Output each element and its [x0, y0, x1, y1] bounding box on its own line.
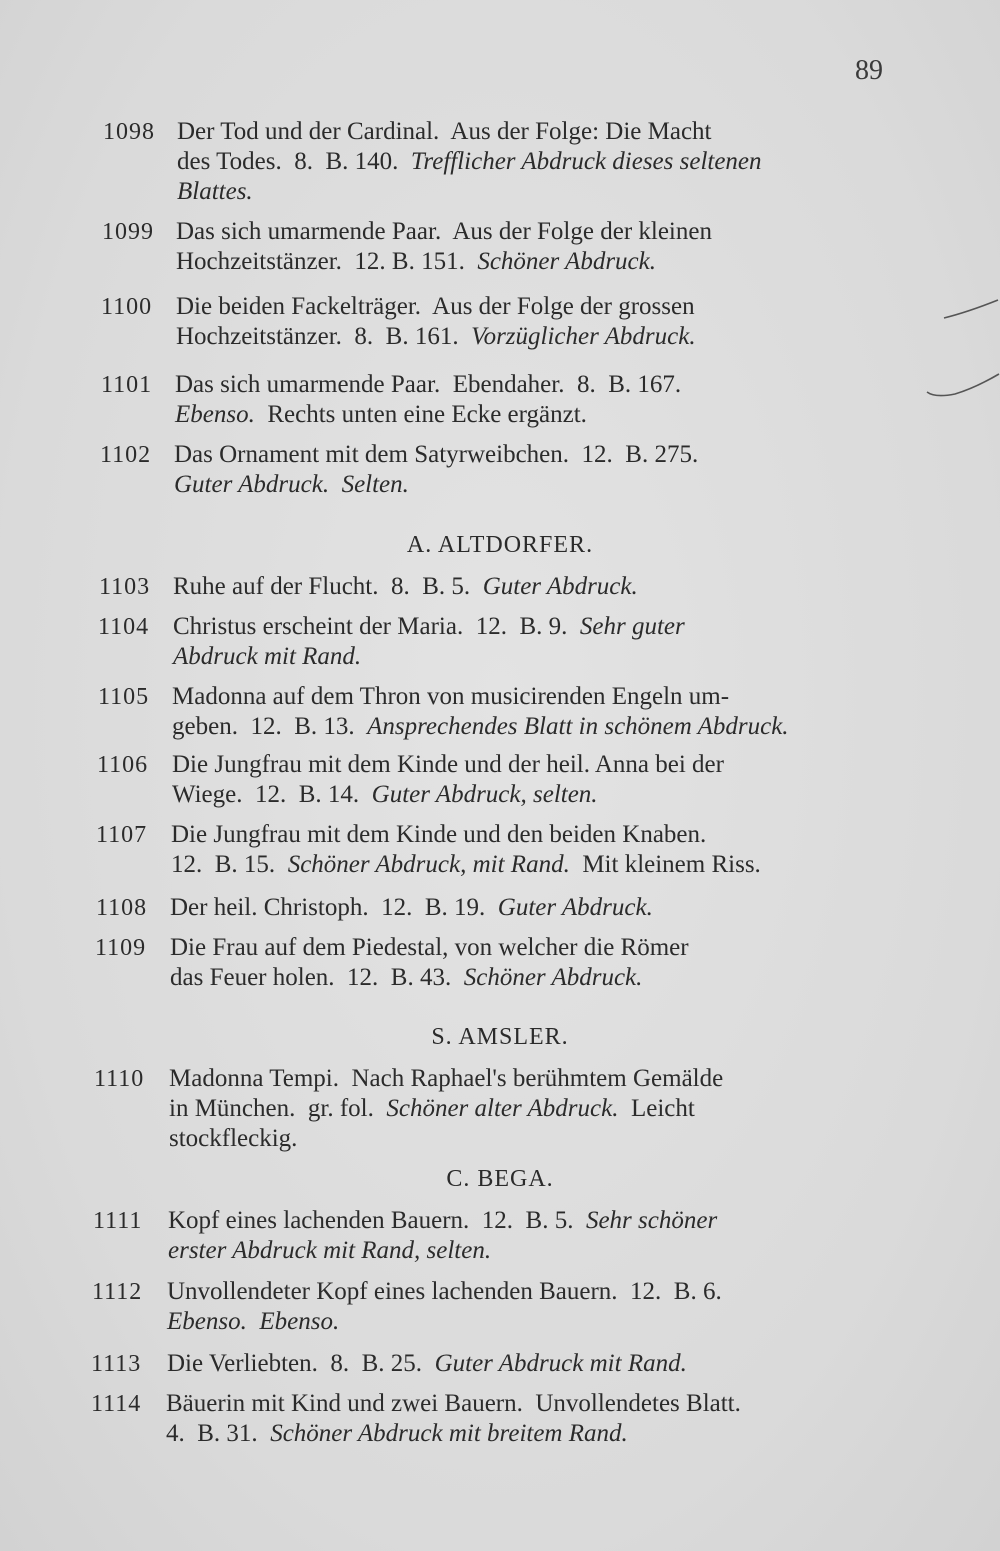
- italic-remark: Ebenso. Ebenso.: [167, 1308, 340, 1335]
- italic-remark: Guter Abdruck, selten.: [371, 781, 598, 808]
- entry-line: [175, 370, 884, 400]
- entry-description: [166, 1389, 884, 1449]
- italic-remark: Vorzüglicher Abdruck.: [471, 323, 696, 350]
- entry-text: des Todes. 8. B. 140.: [177, 148, 411, 175]
- entry-line: [172, 682, 884, 712]
- entry-description: [172, 750, 884, 810]
- entry-number: 1101: [101, 372, 153, 398]
- entry-description: [170, 893, 884, 923]
- italic-remark: Blattes.: [177, 178, 253, 205]
- entry-line: [168, 1206, 884, 1236]
- entry-text: Madonna Tempi. Nach Raphael's berühmtem Gemälde: [169, 1065, 724, 1092]
- entry-description: [176, 292, 884, 352]
- entry-description: [167, 1349, 884, 1379]
- entry-text: Die beiden Fackelträger. Aus der Folge der grossen: [176, 293, 695, 320]
- entry-line: [167, 1307, 884, 1337]
- entry-number: 1112: [92, 1279, 143, 1305]
- entry-text: Rechts unten eine Ecke ergänzt.: [254, 401, 587, 428]
- entry-number: 1098: [103, 119, 155, 145]
- page-number: 89: [855, 55, 883, 86]
- italic-remark: Guter Abdruck.: [497, 894, 653, 921]
- entry-description: [172, 682, 884, 742]
- entry-line: [171, 820, 884, 850]
- entry-text: Kopf eines lachenden Bauern. 12. B. 5.: [168, 1207, 586, 1234]
- italic-remark: Sehr guter: [579, 613, 685, 640]
- entry-number: 1104: [98, 614, 150, 640]
- entry-text: Bäuerin mit Kind und zwei Bauern. Unvollendetes Blatt.: [166, 1390, 741, 1417]
- entry-number: 1103: [99, 574, 151, 600]
- entry-description: [175, 370, 884, 430]
- entry-line: [176, 217, 884, 247]
- entry-text: geben. 12. B. 13.: [172, 713, 368, 740]
- entry-line: [173, 642, 884, 672]
- entry-number: 1102: [100, 442, 152, 468]
- entry-text: stockfleckig.: [169, 1125, 298, 1152]
- entry-text: Der Tod und der Cardinal. Aus der Folge: Die Macht: [177, 118, 712, 145]
- entry-text: Madonna auf dem Thron von musicirenden Engeln um-: [172, 683, 730, 710]
- italic-remark: Schöner Abdruck.: [477, 248, 656, 275]
- entry-line: [173, 612, 884, 642]
- entry-description: [167, 1277, 884, 1337]
- entry-line: [167, 1277, 884, 1307]
- entry-description: [171, 820, 884, 880]
- entry-line: [176, 292, 884, 322]
- entry-number: 1107: [96, 822, 148, 848]
- entry-number: 1100: [101, 294, 153, 320]
- entry-line: [167, 1349, 884, 1379]
- entry-text: Die Jungfrau mit dem Kinde und den beiden Knaben.: [171, 821, 707, 848]
- entry-text: Hochzeitstänzer. 8. B. 161.: [176, 323, 472, 350]
- italic-remark: Schöner Abdruck mit breitem Rand.: [270, 1420, 628, 1447]
- entry-line: [173, 572, 884, 602]
- entry-number: 1105: [98, 684, 150, 710]
- entry-text: Unvollendeter Kopf eines lachenden Bauern. 12. B. 6.: [167, 1278, 722, 1305]
- italic-remark: Schöner Abdruck.: [463, 964, 643, 991]
- entry-line: [177, 147, 884, 177]
- entry-line: [171, 850, 884, 880]
- entry-description: [168, 1206, 884, 1266]
- entry-line: [169, 1064, 884, 1094]
- entry-text: Mit kleinem Riss.: [569, 851, 761, 878]
- italic-remark: Sehr schöner: [585, 1207, 718, 1234]
- entry-description: [173, 572, 884, 602]
- italic-remark: Guter Abdruck.: [482, 573, 638, 600]
- entry-line: [172, 712, 884, 742]
- italic-remark: Ansprechendes Blatt in schönem Abdruck.: [367, 713, 789, 740]
- entry-description: [170, 933, 884, 993]
- section-heading: A. ALTDORFER.: [406, 532, 594, 558]
- entry-text: 12. B. 15.: [171, 851, 288, 878]
- entry-text: Das Ornament mit dem Satyrweibchen. 12. B. 275.: [174, 441, 699, 468]
- entry-line: [177, 117, 884, 147]
- entry-line: [166, 1419, 884, 1449]
- italic-remark: Schöner alter Abdruck.: [386, 1095, 619, 1122]
- entry-text: Wiege. 12. B. 14.: [172, 781, 372, 808]
- entry-number: 1111: [93, 1208, 143, 1234]
- entry-description: [173, 612, 884, 672]
- entry-text: das Feuer holen. 12. B. 43.: [170, 964, 464, 991]
- entry-line: [169, 1124, 884, 1154]
- entry-text: Die Jungfrau mit dem Kinde und der heil. Anna bei der: [172, 751, 724, 778]
- entry-line: [169, 1094, 884, 1124]
- pencil-mark-1101: [925, 372, 1000, 402]
- entry-description: [177, 117, 884, 207]
- entry-number: 1106: [97, 752, 149, 778]
- entry-line: [177, 177, 884, 207]
- entry-text: Das sich umarmende Paar. Ebendaher. 8. B. 167.: [175, 371, 682, 398]
- italic-remark: erster Abdruck mit Rand, selten.: [168, 1237, 492, 1264]
- entry-number: 1099: [102, 219, 154, 245]
- italic-remark: Abdruck mit Rand.: [173, 643, 362, 670]
- entry-line: [176, 247, 884, 277]
- section-heading: C. BEGA.: [446, 1166, 554, 1192]
- entry-description: [174, 440, 884, 500]
- entry-line: [170, 893, 884, 923]
- entry-text: Leicht: [618, 1095, 695, 1122]
- entry-line: [166, 1389, 884, 1419]
- entry-line: [170, 963, 884, 993]
- italic-remark: Schöner Abdruck, mit Rand.: [287, 851, 570, 878]
- entry-number: 1108: [96, 895, 148, 921]
- entry-text: 4. B. 31.: [166, 1420, 271, 1447]
- section-heading: S. AMSLER.: [431, 1024, 569, 1050]
- entry-text: Christus erscheint der Maria. 12. B. 9.: [173, 613, 580, 640]
- entry-number: 1113: [91, 1351, 142, 1377]
- italic-remark: Trefflicher Abdruck dieses seltenen: [410, 148, 762, 175]
- entry-description: [176, 217, 884, 277]
- italic-remark: Guter Abdruck. Selten.: [174, 471, 409, 498]
- pencil-mark-1100: [940, 298, 1000, 328]
- entry-text: in München. gr. fol.: [169, 1095, 387, 1122]
- entry-text: Hochzeitstänzer. 12. B. 151.: [176, 248, 478, 275]
- entry-text: Das sich umarmende Paar. Aus der Folge der kleinen: [176, 218, 712, 245]
- entry-number: 1114: [91, 1391, 142, 1417]
- entry-description: [169, 1064, 884, 1154]
- entry-text: Der heil. Christoph. 12. B. 19.: [170, 894, 498, 921]
- italic-remark: Ebenso.: [175, 401, 255, 428]
- entry-text: Ruhe auf der Flucht. 8. B. 5.: [173, 573, 483, 600]
- entry-line: [174, 440, 884, 470]
- entry-number: 1109: [95, 935, 147, 961]
- entry-line: [168, 1236, 884, 1266]
- entry-line: [175, 400, 884, 430]
- entry-line: [170, 933, 884, 963]
- entry-line: [174, 470, 884, 500]
- entry-text: Die Frau auf dem Piedestal, von welcher die Römer: [170, 934, 689, 961]
- entry-line: [172, 780, 884, 810]
- entry-line: [176, 322, 884, 352]
- entry-text: Die Verliebten. 8. B. 25.: [167, 1350, 435, 1377]
- italic-remark: Guter Abdruck mit Rand.: [434, 1350, 687, 1377]
- entry-line: [172, 750, 884, 780]
- entry-number: 1110: [94, 1066, 145, 1092]
